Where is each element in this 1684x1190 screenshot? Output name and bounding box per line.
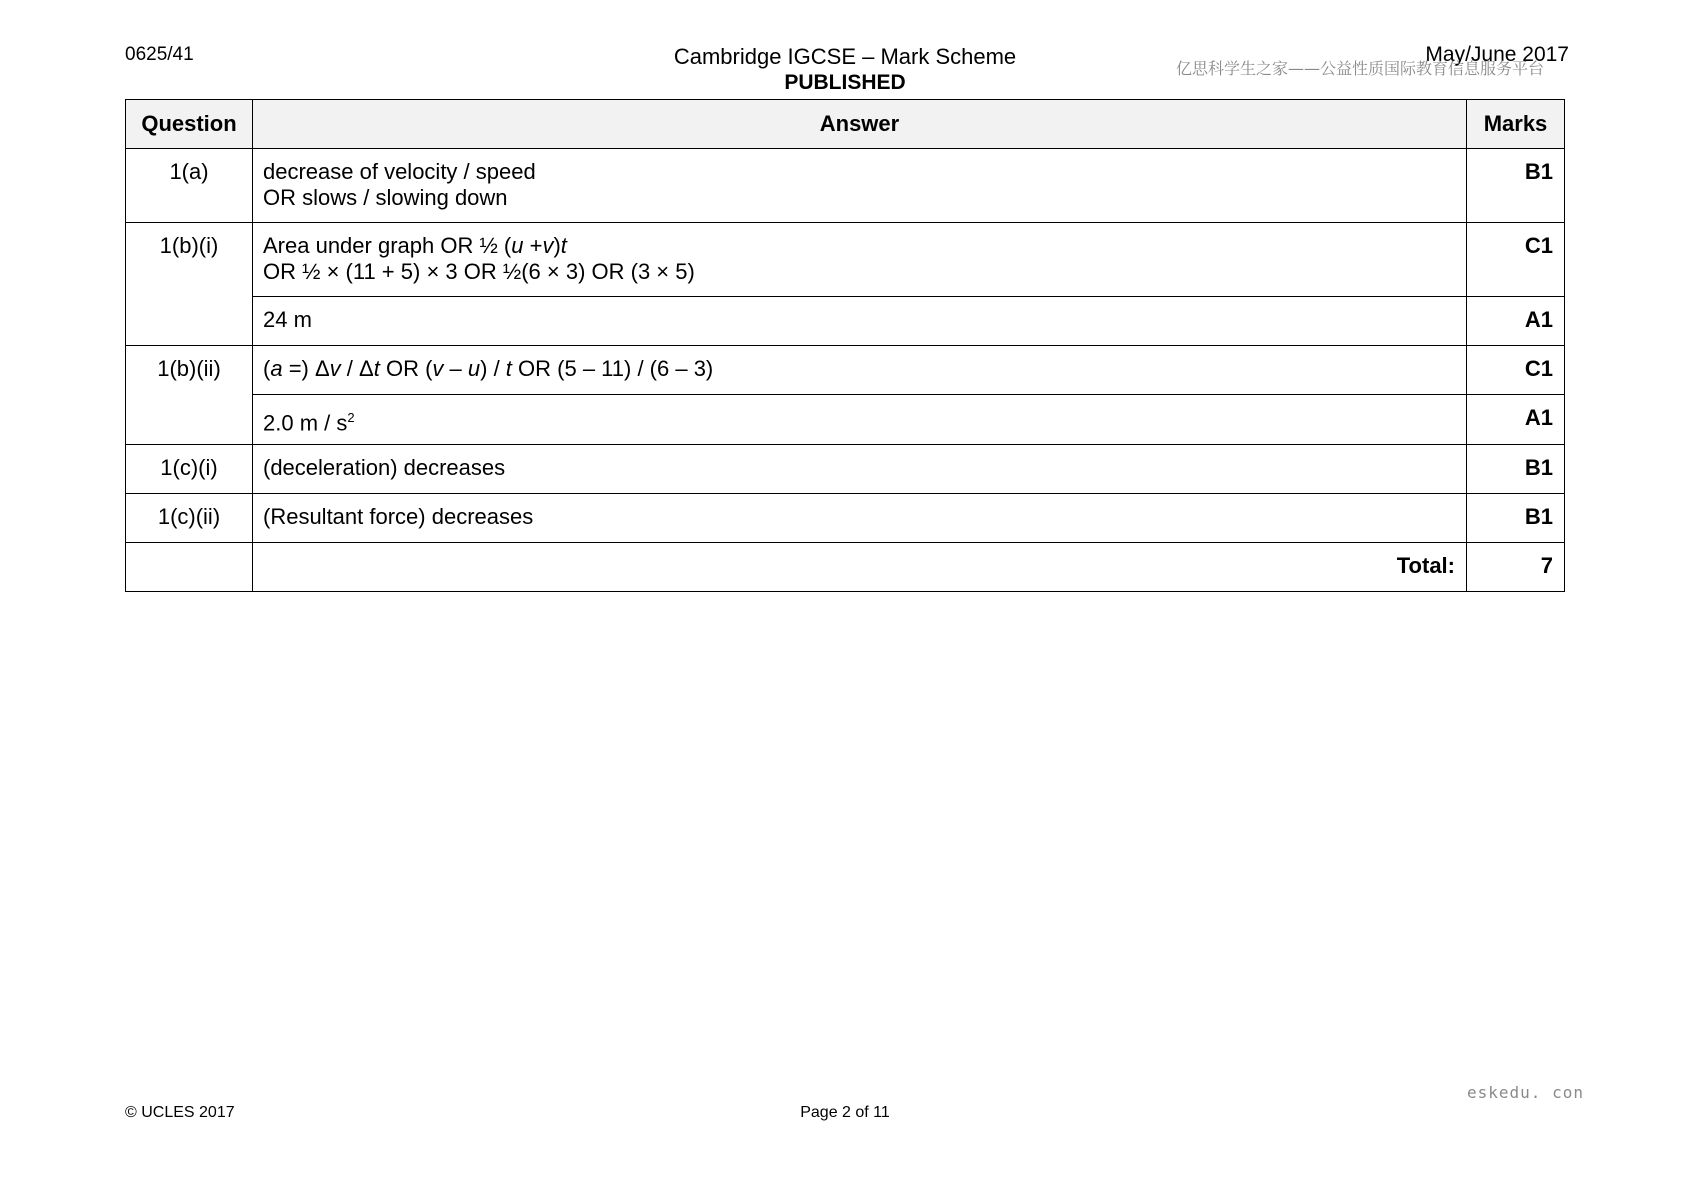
watermark-top: 亿思科学生之家——公益性质国际教育信息服务平台 <box>1176 59 1545 78</box>
watermark-bottom: eskedu. con <box>1467 1083 1584 1102</box>
exam-session: May/June 2017 <box>1425 43 1569 66</box>
total-label: Total: <box>253 543 1467 592</box>
total-marks: 7 <box>1467 543 1565 592</box>
marks-cell: B1 <box>1467 149 1565 223</box>
marks-cell: A1 <box>1467 297 1565 346</box>
question-cell: 1(b)(ii) <box>126 346 253 445</box>
table-header-row <box>126 100 1565 149</box>
total-row <box>126 543 1565 592</box>
answer-line: OR ½ × (11 + 5) × 3 OR ½(6 × 3) OR (3 × 5) <box>263 259 695 284</box>
answer-cell: (a =) Δv / Δt OR (v – u) / t OR (5 – 11) / (6 – 3) <box>253 346 1467 395</box>
table-row <box>126 297 1565 346</box>
copyright: © UCLES 2017 <box>125 1104 235 1121</box>
question-cell: 1(c)(ii) <box>126 494 253 543</box>
answer-cell <box>253 223 1467 297</box>
answer-cell: (Resultant force) decreases <box>253 494 1467 543</box>
answer-line: Area under graph OR ½ (u +v)t <box>263 233 567 258</box>
marks-cell: C1 <box>1467 223 1565 297</box>
answer-line: OR slows / slowing down <box>263 185 508 210</box>
table-row <box>126 395 1565 445</box>
page-number: Page 2 of 11 <box>800 1104 890 1121</box>
mark-scheme-table <box>125 99 1565 592</box>
question-cell: 1(b)(i) <box>126 223 253 346</box>
table-row <box>126 494 1565 543</box>
marks-cell: B1 <box>1467 445 1565 494</box>
table-row <box>126 223 1565 297</box>
answer-cell: 2.0 m / $s^2$ <box>253 395 1467 445</box>
table-row <box>126 445 1565 494</box>
document-status: PUBLISHED <box>784 71 906 94</box>
question-cell <box>126 543 253 592</box>
table-row <box>126 346 1565 395</box>
document-title: Cambridge IGCSE – Mark Scheme <box>673 44 1017 69</box>
marks-header: Marks <box>1467 100 1565 149</box>
paper-code: 0625/41 <box>125 44 194 65</box>
marks-cell: B1 <box>1467 494 1565 543</box>
table-row <box>126 149 1565 223</box>
question-cell: 1(c)(i) <box>126 445 253 494</box>
answer-cell: (deceleration) decreases <box>253 445 1467 494</box>
answer-header: Answer <box>253 100 1467 149</box>
question-header: Question <box>126 100 253 149</box>
marks-cell: C1 <box>1467 346 1565 395</box>
marks-cell: A1 <box>1467 395 1565 445</box>
answer-cell: 24 m <box>253 297 1467 346</box>
answer-cell <box>253 149 1467 223</box>
question-cell: 1(a) <box>126 149 253 223</box>
answer-line: decrease of velocity / speed <box>263 159 536 184</box>
